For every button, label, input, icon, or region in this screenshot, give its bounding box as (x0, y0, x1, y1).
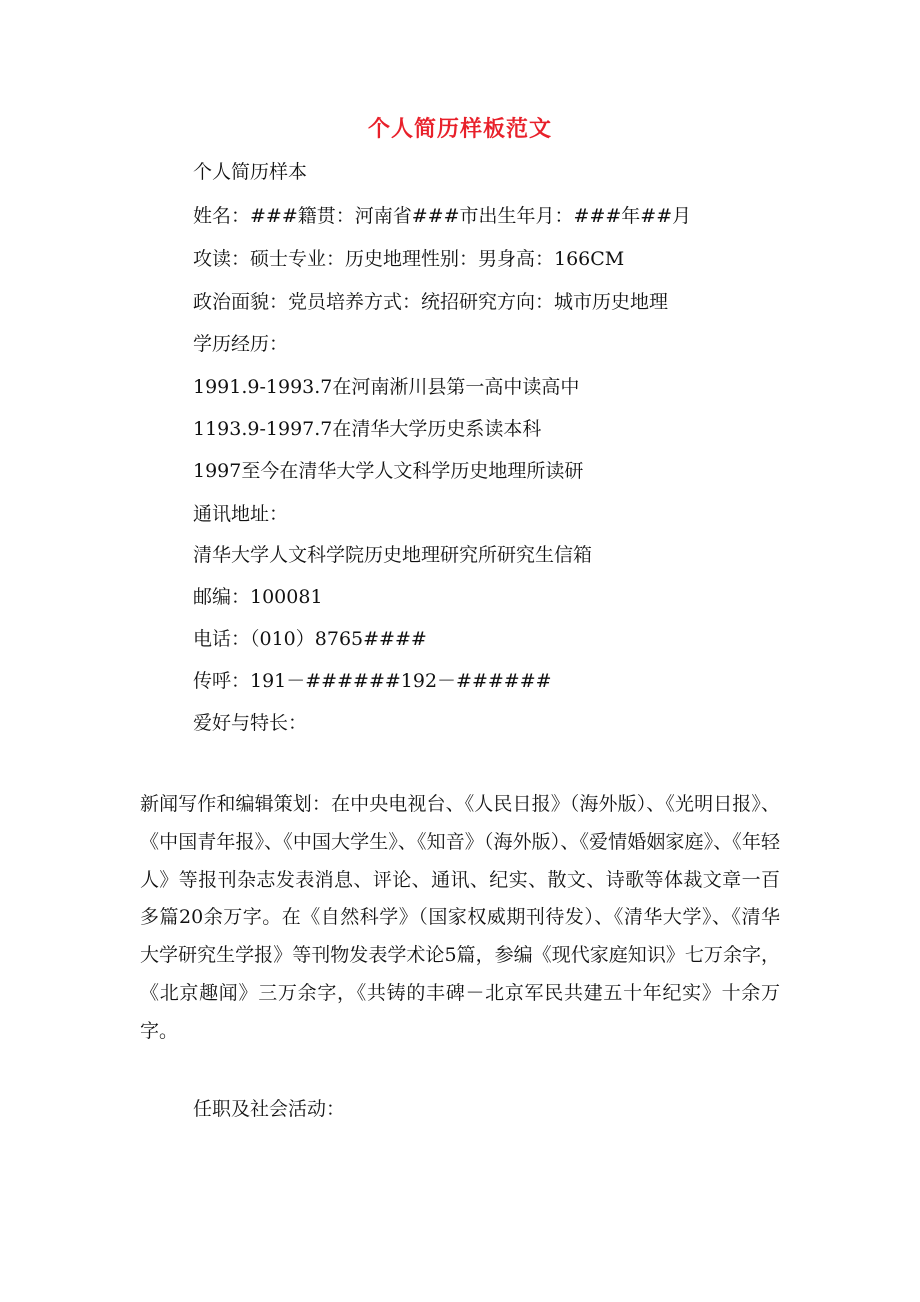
education-item: 1991.9-1993.7在河南淅川县第一高中读高中 (193, 376, 580, 398)
info-line-degree: 攻读：硕士专业：历史地理性别：男身高：166CM (193, 248, 625, 270)
hobbies-heading: 爱好与特长： (193, 712, 308, 734)
postcode: 邮编：100081 (193, 586, 323, 608)
education-item: 1997至今在清华大学人文科学历史地理所读研 (193, 460, 584, 482)
writing-experience-paragraph: 新闻写作和编辑策划：在中央电视台、《人民日报》（海外版）、《光明日报》、《中国青年报》、《中国大学生》、《知音》（海外版）、《爱情婚姻家庭》、《年轻人》等报刊杂志发表消息、评论、通讯、纪实、散文、诗歌等体裁文章一百多篇20余万字。在《自然科学》（国家权威期刊待发）、《清华大学》、《清华大学研究生学报》等刊物发表学术论5篇，参编《现代家庭知识》七万余字，《北京趣闻》三万余字，《共铸的丰碑－北京军民共建五十年纪实》十余万字。 (140, 793, 780, 1042)
education-heading: 学历经历： (193, 333, 289, 355)
document-title: 个人简历样板范文 (367, 116, 552, 142)
education-item: 1193.9-1997.7在清华大学历史系读本科 (193, 418, 542, 440)
address-heading: 通讯地址： (193, 503, 289, 525)
resume-sample-heading: 个人简历样本 (193, 161, 308, 183)
pager: 传呼：191－######192－###### (193, 670, 552, 692)
telephone: 电话：（010）8765#### (193, 628, 427, 650)
info-line-name: 姓名：###籍贯：河南省###市出生年月：###年##月 (193, 205, 692, 227)
info-line-political: 政治面貌：党员培养方式：统招研究方向：城市历史地理 (193, 291, 669, 313)
address-value: 清华大学人文科学院历史地理研究所研究生信箱 (193, 544, 593, 566)
positions-heading: 任职及社会活动： (193, 1098, 346, 1120)
